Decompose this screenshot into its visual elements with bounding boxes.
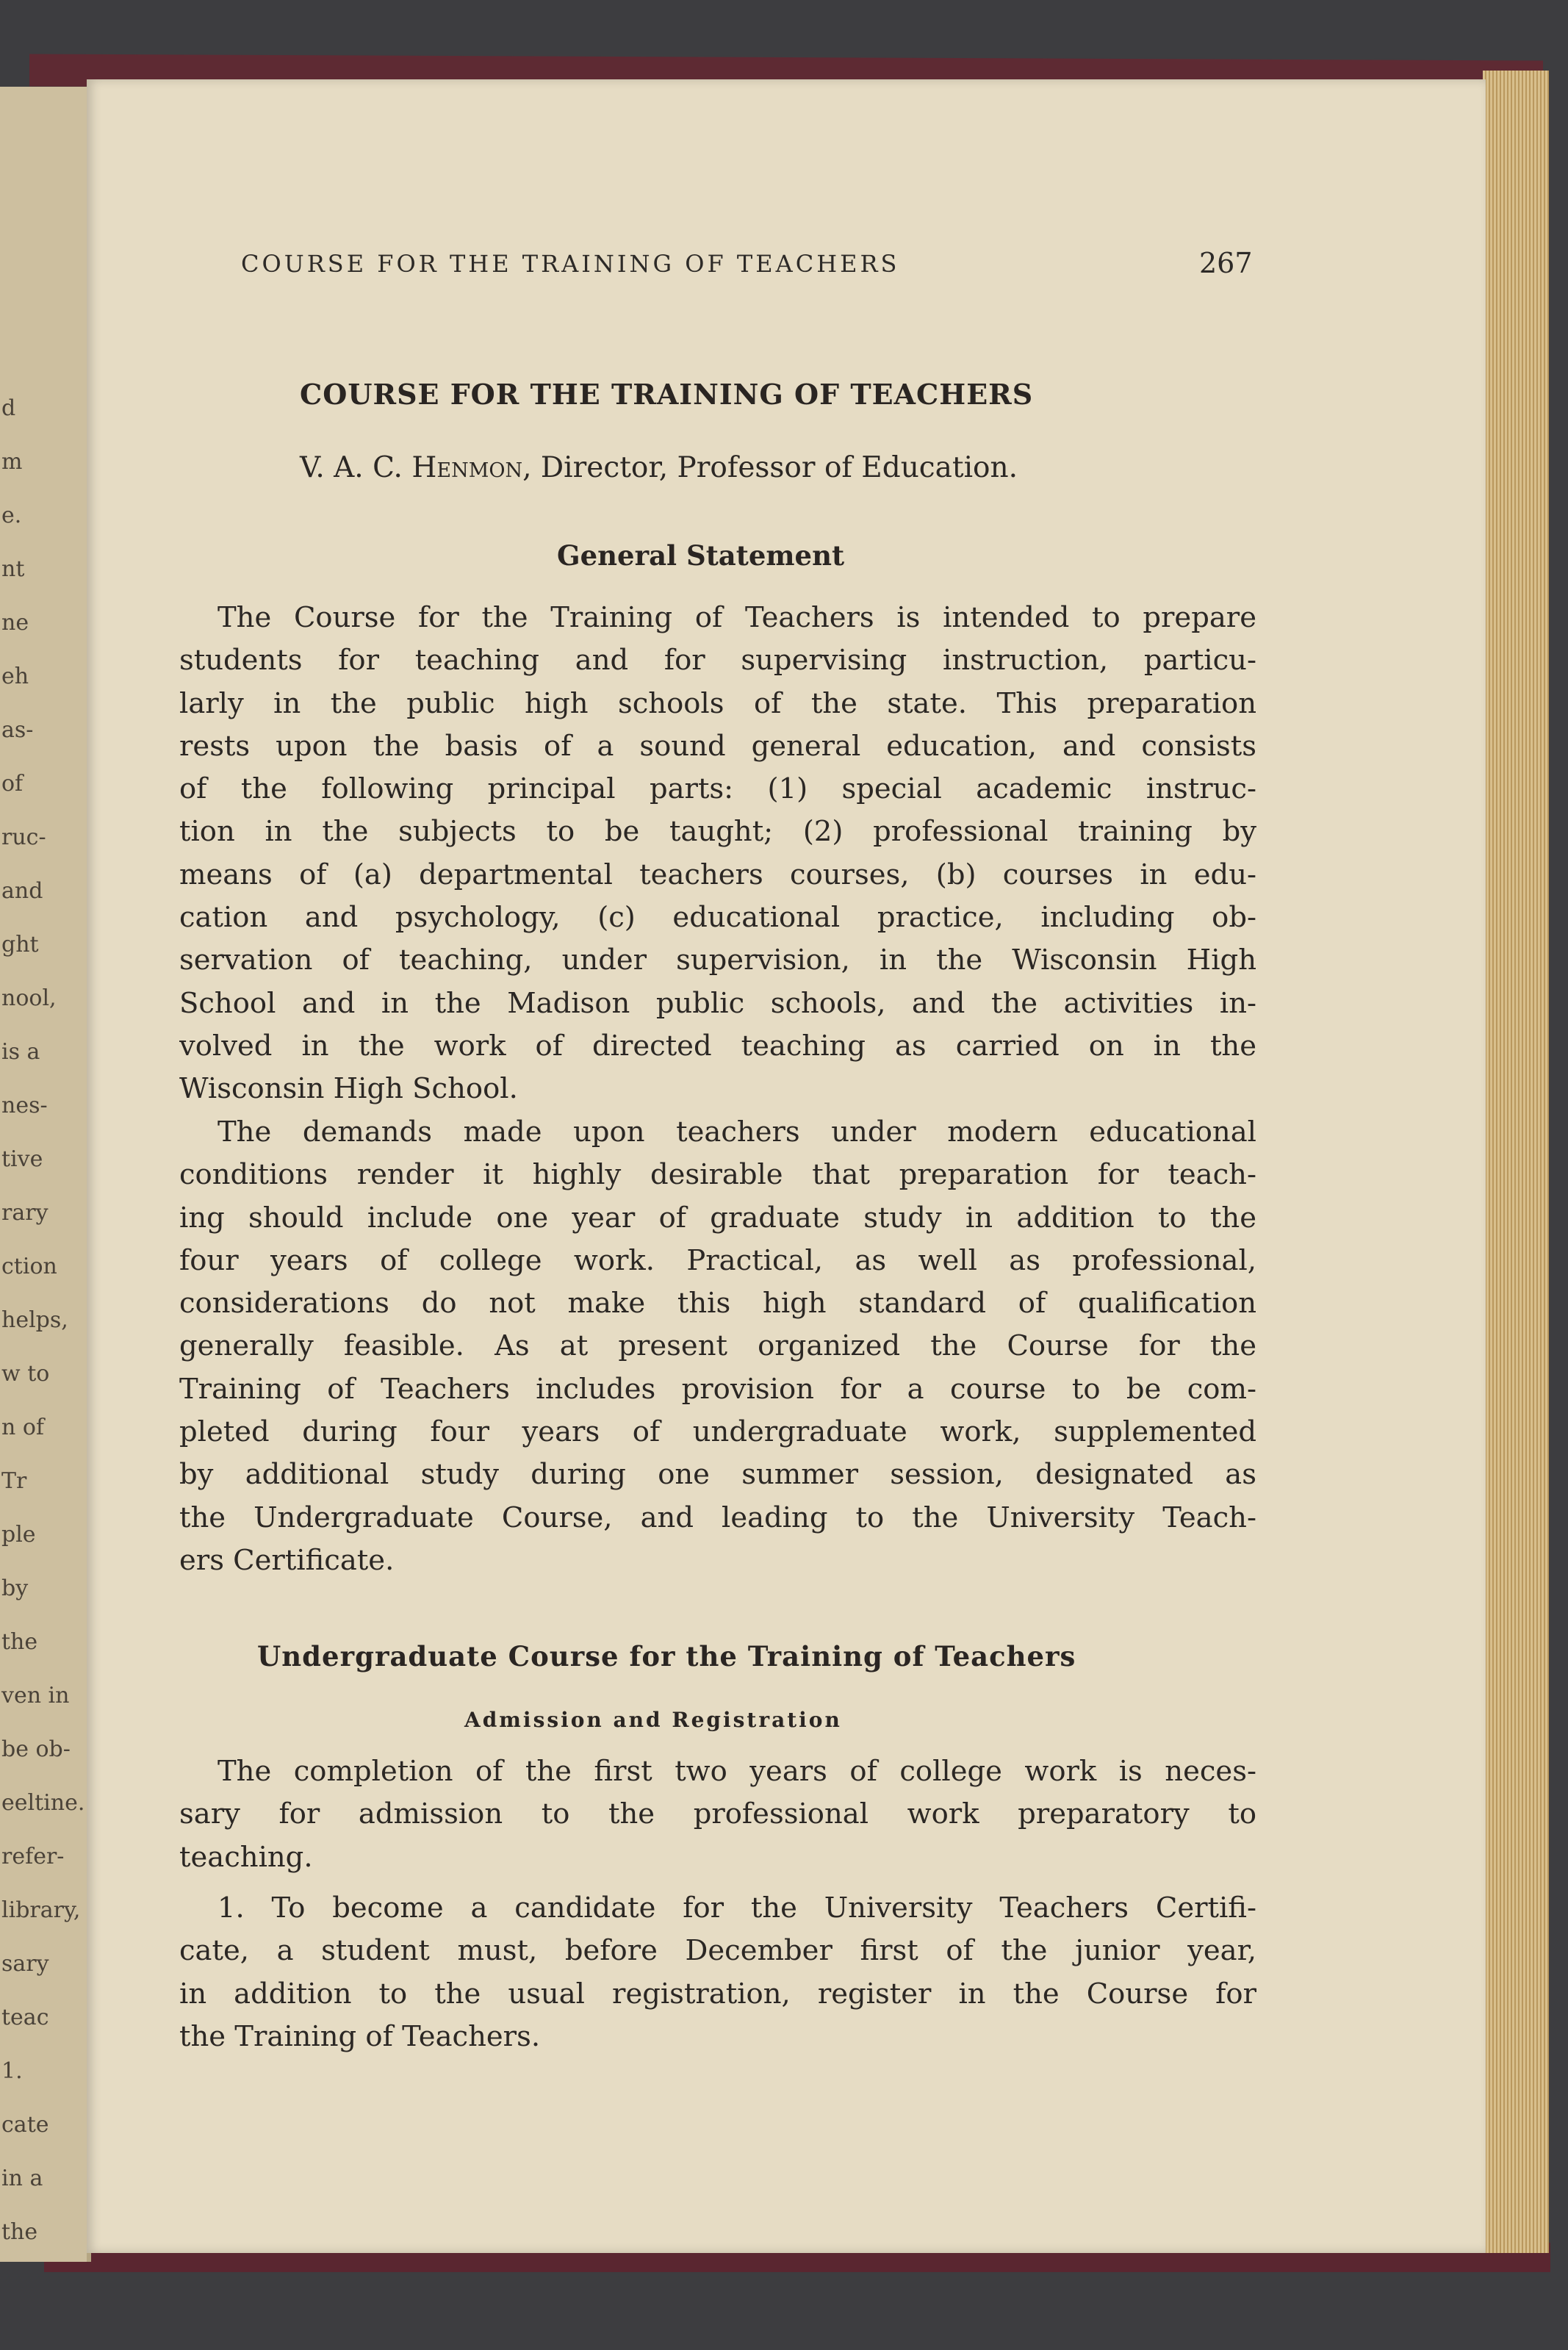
text-line: generally feasible. As at present organized the Course for the — [179, 1329, 1256, 1363]
general-statement-paragraph-1 — [179, 597, 1256, 1111]
text-line: four years of college work. Practical, as well as professional, — [179, 1243, 1256, 1277]
text-line: servation of teaching, under supervision, in the Wisconsin High — [179, 944, 1256, 977]
text-line: The Course for the Training of Teachers is intended to prepare — [217, 601, 1256, 634]
left-page-fragment: is a — [1, 1039, 40, 1065]
byline-surname: Henmon — [411, 451, 523, 484]
text-line: Wisconsin High School. — [179, 1072, 518, 1106]
left-page-fragment: e. — [1, 503, 22, 528]
page-number: 267 — [1199, 247, 1253, 279]
left-page-fragment: eeltine. — [1, 1790, 85, 1816]
text-line: pleted during four years of undergraduate work, supplemented — [179, 1415, 1256, 1449]
left-page-fragment: nes- — [1, 1093, 48, 1118]
page-title: COURSE FOR THE TRAINING OF TEACHERS — [300, 378, 1034, 411]
left-page-fragment: the — [1, 1629, 38, 1655]
text-line: sary for admission to the professional work preparatory to — [179, 1797, 1256, 1831]
left-page-fragment: tive — [1, 1146, 43, 1172]
admission-registration-subheading: Admission and Registration — [464, 1708, 842, 1732]
left-page-fragment: d — [1, 395, 16, 421]
general-statement-heading: General Statement — [557, 539, 845, 572]
left-page-fragment: eh — [1, 664, 29, 689]
text-line: means of (a) departmental teachers courses, (b) courses in edu- — [179, 858, 1256, 891]
left-page-fragment: 1. — [1, 2058, 23, 2084]
left-page-fragment: m — [1, 449, 23, 475]
text-line: the Training of Teachers. — [179, 2019, 541, 2053]
left-page-fragment: rary — [1, 1200, 48, 1226]
left-page-fragment: be ob- — [1, 1736, 71, 1762]
left-page-fragment: nt — [1, 556, 25, 582]
undergraduate-course-heading: Undergraduate Course for the Training of Teachers — [257, 1640, 1076, 1672]
text-line: rests upon the basis of a sound general education, and consists — [179, 729, 1256, 763]
text-line: the Undergraduate Course, and leading to the University Teach- — [179, 1501, 1256, 1534]
byline-initials: V. A. C. — [300, 451, 412, 484]
left-page-fragment: cate — [1, 2112, 49, 2138]
byline — [300, 451, 1255, 484]
page-edges — [1483, 71, 1549, 2253]
text-line: The demands made upon teachers under modern educational — [217, 1115, 1256, 1149]
text-line: students for teaching and for supervising instruction, particu- — [179, 644, 1256, 678]
left-page-fragment: ruc- — [1, 824, 46, 850]
left-page-fragment: ght — [1, 932, 39, 957]
undergraduate-paragraph-2 — [179, 1887, 1256, 2058]
text-line: of the following principal parts: (1) special academic instruc- — [179, 772, 1256, 806]
left-page-fragment: teac — [1, 2005, 49, 2030]
text-line: by additional study during one summer session, designated as — [179, 1458, 1256, 1492]
left-page-fragment: n of — [1, 1415, 45, 1440]
left-page-margin — [0, 87, 91, 2262]
left-page-fragment: nool, — [1, 985, 57, 1011]
text-line: ing should include one year of graduate study in addition to the — [179, 1201, 1256, 1235]
left-page-fragment: helps, — [1, 1307, 68, 1333]
left-page-fragment: as- — [1, 717, 34, 743]
left-page-fragment: sary — [1, 1951, 49, 1977]
text-line: tion in the subjects to be taught; (2) professional training by — [179, 815, 1256, 849]
text-line: considerations do not make this high standard of qualification — [179, 1287, 1256, 1320]
left-page-fragment: of — [1, 771, 24, 797]
text-line: cate, a student must, before December first of the junior year, — [179, 1934, 1256, 1968]
text-line: larly in the public high schools of the state. This preparation — [179, 686, 1256, 720]
left-page-fragment: ne — [1, 610, 29, 636]
text-line: conditions render it highly desirable that preparation for teach- — [179, 1158, 1256, 1192]
text-line: School and in the Madison public schools, and the activities in- — [179, 986, 1256, 1020]
left-page-fragment: by — [1, 1575, 29, 1601]
left-page-fragment: the — [1, 2219, 38, 2245]
byline-role: , Director, Professor of Education. — [522, 451, 1018, 484]
text-line: teaching. — [179, 1840, 313, 1874]
left-page-fragment: refer- — [1, 1844, 65, 1869]
text-line: ers Certificate. — [179, 1543, 395, 1577]
undergraduate-paragraph-1 — [179, 1750, 1256, 1879]
left-page-fragment: ven in — [1, 1683, 70, 1708]
text-line: cation and psychology, (c) educational practice, including ob- — [179, 901, 1256, 935]
running-head-title: COURSE FOR THE TRAINING OF TEACHERS — [241, 250, 900, 278]
text-line: volved in the work of directed teaching as carried on in the — [179, 1029, 1256, 1063]
left-page-fragment: ction — [1, 1254, 57, 1279]
left-page-fragment: and — [1, 878, 43, 904]
left-page-fragment: Tr — [1, 1468, 27, 1494]
left-page-fragment: library, — [1, 1897, 81, 1923]
left-page-fragment: in a — [1, 2166, 43, 2191]
left-page-fragment: ple — [1, 1522, 36, 1548]
text-line: 1. To become a candidate for the University Teachers Certifi- — [217, 1891, 1256, 1925]
text-line: Training of Teachers includes provision for a course to be com- — [179, 1372, 1256, 1406]
text-line: The completion of the first two years of college work is neces- — [217, 1755, 1256, 1788]
left-page-fragment: w to — [1, 1361, 50, 1387]
text-line: in addition to the usual registration, register in the Course for — [179, 1977, 1256, 2011]
general-statement-paragraph-2 — [179, 1111, 1256, 1582]
